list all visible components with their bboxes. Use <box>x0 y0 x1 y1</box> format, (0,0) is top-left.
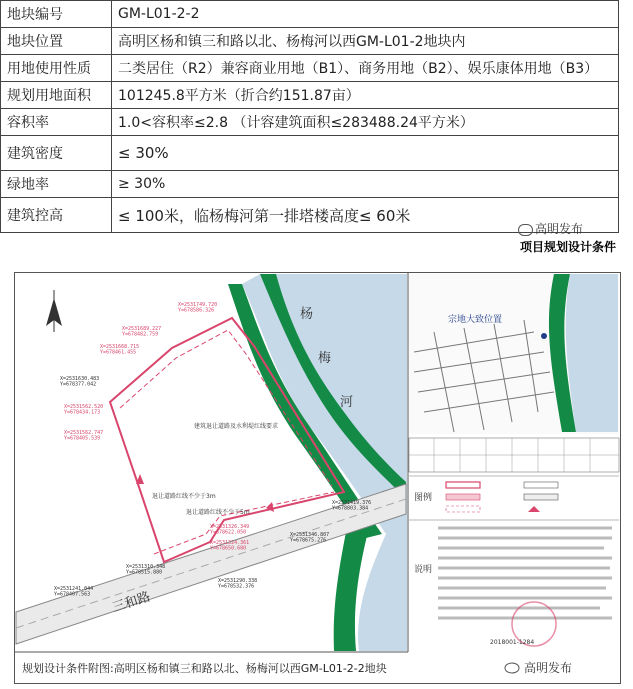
setback-note: 退让道路红线不少于3m <box>152 493 216 500</box>
watermark-text: 高明发布 <box>524 661 573 675</box>
coord-label: X=2531290.338 Y=678532.376 <box>218 578 258 590</box>
coord-label: X=2531562.747 Y=678405.539 <box>64 430 104 442</box>
row-value: ≤ 100米，临杨梅河第一排塔楼高度≤ 60米 <box>112 198 619 233</box>
wechat-icon <box>518 224 533 236</box>
coord-label: X=2531326.349 Y=678622.050 <box>210 524 250 536</box>
river-label-char: 梅 <box>318 350 332 365</box>
location-river <box>566 274 618 432</box>
row-value: GM-L01-2-2 <box>112 1 619 28</box>
setback-note: 建筑退让道路及水利堤红线要求 <box>194 423 279 430</box>
watermark-text: 高明发布 <box>535 222 584 236</box>
table-row <box>1 136 619 171</box>
table-row <box>1 171 619 198</box>
coord-label: X=2531419.376 Y=678803.384 <box>332 500 372 512</box>
river-label-char: 河 <box>340 394 354 409</box>
row-key: 规划用地面积 <box>1 82 112 109</box>
row-value: ≤ 30% <box>112 136 619 171</box>
table-row <box>1 55 619 82</box>
planning-conditions-table <box>0 0 619 233</box>
row-value: 1.0<容积率≤2.8 （计容建筑面积≤283488.24平方米） <box>112 109 619 136</box>
location-label: 宗地大致位置 <box>448 315 503 325</box>
row-key: 地块编号 <box>1 1 112 28</box>
watermark <box>518 220 583 237</box>
site-plan-drawing <box>14 272 621 684</box>
setback-note: 退让道路红线不少于5m <box>186 509 250 516</box>
row-value: ≥ 30% <box>112 171 619 198</box>
row-key: 建筑控高 <box>1 198 112 233</box>
coord-label: X=2531324.361 Y=678650.680 <box>210 540 250 552</box>
row-value: 101245.8平方米（折合约151.87亩） <box>112 82 619 109</box>
row-key: 用地使用性质 <box>1 55 112 82</box>
row-key: 建筑密度 <box>1 136 112 171</box>
road-label: 三和路 <box>110 588 153 615</box>
row-value: 二类居住（R2）兼容商业用地（B1）、商务用地（B2）、娱乐康体用地（B3） <box>112 55 619 82</box>
row-value: 高明区杨和镇三和路以北、杨梅河以西GM-L01-2地块内 <box>112 28 619 55</box>
table-row <box>1 109 619 136</box>
row-key: 绿地率 <box>1 171 112 198</box>
coord-label: X=2531630.483 Y=678377.042 <box>60 376 100 388</box>
table-caption: 项目规划设计条件 <box>520 240 617 254</box>
drawing-caption: 规划设计条件附图:高明区杨和镇三和路以北、杨梅河以西GM-L01-2-2地块 <box>22 662 387 675</box>
coord-label: X=2531562.520 Y=678434.173 <box>64 404 104 416</box>
coord-label: X=2531241.044 Y=678407.563 <box>54 586 94 598</box>
coord-label: X=2531346.807 Y=678675.276 <box>290 532 330 544</box>
coord-label: X=2531749.720 Y=678586.326 <box>178 302 218 314</box>
river-label-char: 杨 <box>300 306 314 321</box>
table-row <box>1 28 619 55</box>
row-key: 地块位置 <box>1 28 112 55</box>
table-row <box>1 1 619 28</box>
site-location-marker-icon <box>541 333 547 339</box>
row-key: 容积率 <box>1 109 112 136</box>
coord-label: X=2531689.227 Y=678482.759 <box>122 326 162 338</box>
legend-title: 图例 <box>414 493 433 503</box>
coord-label: X=2531668.715 Y=678461.455 <box>100 344 140 356</box>
notes-title: 说明 <box>414 565 433 575</box>
table-row <box>1 82 619 109</box>
stamp-id: 2018001-1284 <box>490 639 535 646</box>
coord-label: X=2531310.348 Y=678515.880 <box>126 564 166 576</box>
